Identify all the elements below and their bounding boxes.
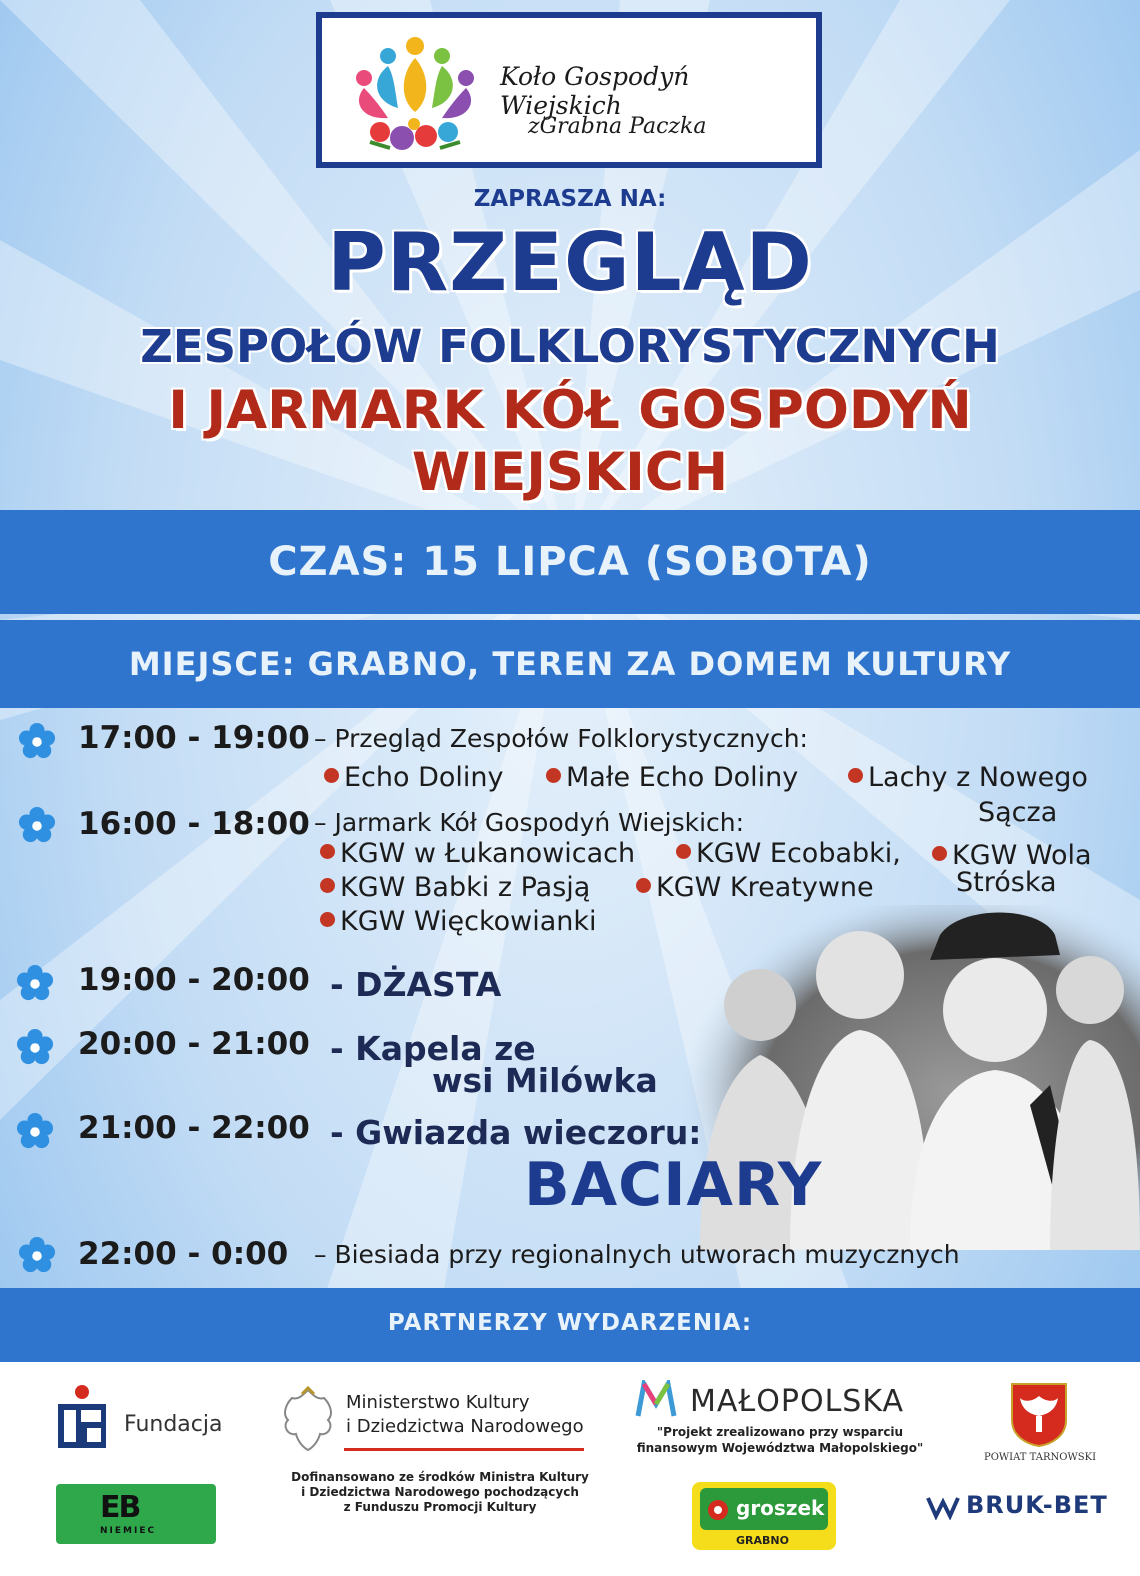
- list-item: KGW Babki z Pasją: [320, 872, 590, 903]
- schedule-description: – Przegląd Zespołów Folklorystycznych:: [314, 724, 808, 753]
- groszek-logo-text: groszek: [736, 1496, 825, 1520]
- flower-bullet-icon: [18, 806, 56, 844]
- headliner-name: BACIARY: [524, 1150, 823, 1220]
- list-item: Echo Doliny: [324, 762, 504, 793]
- title-subtitle-fair-text: I JARMARK KÓŁ GOSPODYŃ WIEJSKICH: [168, 380, 972, 503]
- schedule-time: 22:00 - 0:00: [78, 1236, 289, 1272]
- malopolska-funding-note-line2: finansowym Województwa Małopolskiego": [636, 1441, 924, 1455]
- brukbet-logo-text: BRUK-BET: [966, 1491, 1108, 1519]
- ministry-funding-note-line1: Dofinansowano ze środków Ministra Kultury: [291, 1470, 589, 1484]
- brukbet-logo-icon: [926, 1492, 960, 1520]
- schedule-performer-continued: wsi Milówka: [432, 1061, 658, 1100]
- flower-bullet-icon: [16, 1112, 54, 1150]
- schedule-time: 21:00 - 22:00: [78, 1110, 310, 1146]
- list-item: KGW Wola: [932, 840, 1092, 871]
- title-subtitle-fair: [0, 380, 1140, 504]
- ministry-funding-note: [290, 1470, 590, 1515]
- time-band: CZAS: 15 LIPCA (SOBOTA): [0, 510, 1140, 614]
- ministry-funding-note-line2: i Dziedzictwa Narodowego pochodzących: [301, 1485, 579, 1499]
- title-main: PRZEGLĄD: [327, 216, 813, 309]
- list-item: KGW w Łukanowicach: [320, 838, 635, 869]
- place-band: MIEJSCE: GRABNO, TEREN ZA DOMEM KULTURY: [0, 620, 1140, 708]
- pko-logo-icon: [54, 1384, 110, 1450]
- list-item: Lachy z Nowego: [848, 762, 1088, 793]
- schedule-time: 19:00 - 20:00: [78, 962, 310, 998]
- logo-title: Koło Gospodyń Wiejskich: [500, 62, 690, 120]
- groszek-pea-icon: [706, 1498, 730, 1522]
- flower-bullet-icon: [18, 722, 56, 760]
- invite-text: ZAPRASZA NA:: [473, 186, 667, 212]
- malopolska-m-icon: [634, 1380, 678, 1418]
- malopolska-funding-note: [630, 1424, 930, 1456]
- schedule-time: 20:00 - 21:00: [78, 1026, 310, 1062]
- schedule-time: 16:00 - 18:00: [78, 806, 310, 842]
- malopolska-funding-note-line1: "Projekt zrealizowano przy wsparciu: [656, 1425, 904, 1439]
- ministry-name-line2: i Dziedzictwa Narodowego: [346, 1416, 584, 1437]
- ministry-red-line: [344, 1448, 584, 1451]
- malopolska-logo-text: MAŁOPOLSKA: [690, 1384, 905, 1419]
- powiat-name: POWIAT TARNOWSKI: [983, 1452, 1097, 1463]
- title-subtitle-folk: ZESPOŁÓW FOLKLORYSTYCZNYCH: [140, 320, 1000, 373]
- ministry-funding-note-line3: z Funduszu Promocji Kultury: [343, 1500, 537, 1514]
- powiat-coat-of-arms-icon: [1010, 1382, 1068, 1448]
- list-item: KGW Więckowianki: [320, 906, 597, 937]
- schedule-time: 17:00 - 19:00: [78, 720, 310, 756]
- schedule-description: – Jarmark Kół Gospodyń Wiejskich:: [314, 808, 745, 837]
- schedule-performer: - Gwiazda wieczoru:: [330, 1113, 702, 1152]
- list-item-continued: Sącza: [978, 797, 1058, 828]
- schedule-description: – Biesiada przy regionalnych utworach muzycznych: [314, 1240, 960, 1269]
- kgw-logo-box: [316, 12, 822, 168]
- eb-logo-text: EB: [100, 1490, 140, 1525]
- eagle-emblem-icon: [278, 1386, 338, 1452]
- list-item: KGW Kreatywne: [636, 872, 874, 903]
- groszek-logo-subtext: GRABNO: [736, 1534, 789, 1547]
- list-item: KGW Ecobabki,: [676, 838, 901, 869]
- pko-fundacja-text: Fundacja: [124, 1412, 223, 1437]
- ministry-name-line1: Ministerstwo Kultury: [346, 1392, 530, 1413]
- flower-bullet-icon: [18, 1236, 56, 1274]
- flower-bullet-icon: [16, 1028, 54, 1066]
- kgw-logo-icon: [350, 30, 480, 156]
- eb-logo-subtext: NIEMIEC: [100, 1526, 157, 1536]
- partners-band: PARTNERZY WYDARZENIA:: [0, 1288, 1140, 1362]
- schedule-performer: - Kapela ze: [330, 1029, 536, 1068]
- list-item: Małe Echo Doliny: [546, 762, 798, 793]
- flower-bullet-icon: [16, 964, 54, 1002]
- schedule-performer: - DŻASTA: [330, 965, 502, 1004]
- logo-subtitle: zGrabna Paczka: [528, 114, 707, 139]
- list-item-continued: Stróska: [956, 867, 1057, 898]
